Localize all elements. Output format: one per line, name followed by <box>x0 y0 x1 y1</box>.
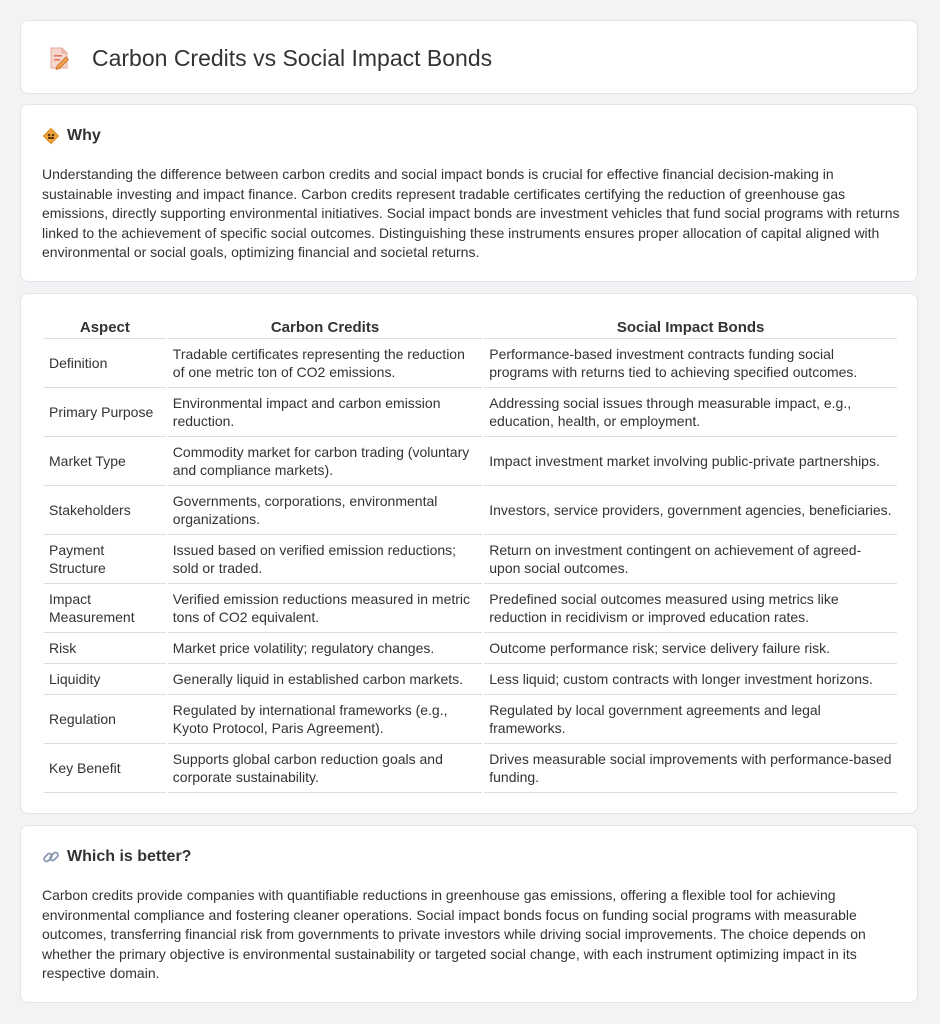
which-is-better-text: Carbon credits provide companies with quantifiable reductions in greenhouse gas emissions, offering a flexible tool for achieving environmental compliance and fostering cleaner operations. Social impact bonds focus on funding social programs with measurable outcomes, transferring financial risk from governments to private investors while driving social improvements. The choice depends on whether the primary objective is environmental sustainability or targeted social change, with each instrument optimizing impact in its respective domain. <box>42 887 866 982</box>
aspect-cell: Primary Purpose <box>44 388 166 437</box>
aspect-cell: Risk <box>44 633 166 664</box>
table-row <box>44 339 897 388</box>
which-is-better-section <box>20 825 918 1003</box>
column-header-social-impact-bonds: Social Impact Bonds <box>484 317 897 339</box>
social-impact-bonds-cell: Return on investment contingent on achievement of agreed-upon social outcomes. <box>484 535 897 584</box>
aspect-cell: Impact Measurement <box>44 584 166 633</box>
diamond-sign-icon <box>42 127 60 145</box>
aspect-cell: Market Type <box>44 437 166 486</box>
column-header-aspect: Aspect <box>44 317 166 339</box>
social-impact-bonds-cell: Drives measurable social improvements with performance-based funding. <box>484 744 897 793</box>
table-row <box>44 535 897 584</box>
carbon-credits-cell: Issued based on verified emission reductions; sold or traded. <box>168 535 482 584</box>
table-row <box>44 744 897 793</box>
link-icon <box>42 848 60 866</box>
social-impact-bonds-cell: Addressing social issues through measurable impact, e.g., education, health, or employment. <box>484 388 897 437</box>
document-pencil-icon <box>48 46 70 70</box>
social-impact-bonds-cell: Investors, service providers, government agencies, beneficiaries. <box>484 486 897 535</box>
social-impact-bonds-cell: Regulated by local government agreements and legal frameworks. <box>484 695 897 744</box>
aspect-cell: Definition <box>44 339 166 388</box>
carbon-credits-cell: Supports global carbon reduction goals and corporate sustainability. <box>168 744 482 793</box>
carbon-credits-cell: Generally liquid in established carbon markets. <box>168 664 482 695</box>
carbon-credits-cell: Environmental impact and carbon emission reduction. <box>168 388 482 437</box>
which-is-better-heading: Which is better? <box>67 848 192 865</box>
carbon-credits-cell: Market price volatility; regulatory changes. <box>168 633 482 664</box>
carbon-credits-cell: Verified emission reductions measured in metric tons of CO2 equivalent. <box>168 584 482 633</box>
table-row <box>44 695 897 744</box>
carbon-credits-cell: Commodity market for carbon trading (voluntary and compliance markets). <box>168 437 482 486</box>
table-row <box>44 664 897 695</box>
carbon-credits-cell: Tradable certificates representing the reduction of one metric ton of CO2 emissions. <box>168 339 482 388</box>
why-heading: Why <box>67 127 101 144</box>
table-row <box>44 486 897 535</box>
aspect-cell: Stakeholders <box>44 486 166 535</box>
social-impact-bonds-cell: Performance-based investment contracts funding social programs with returns tied to achieving specified outcomes. <box>484 339 897 388</box>
table-row <box>44 437 897 486</box>
social-impact-bonds-cell: Less liquid; custom contracts with longer investment horizons. <box>484 664 897 695</box>
table-row <box>44 584 897 633</box>
aspect-cell: Liquidity <box>44 664 166 695</box>
social-impact-bonds-cell: Predefined social outcomes measured using metrics like reduction in recidivism or improved education rates. <box>484 584 897 633</box>
aspect-cell: Regulation <box>44 695 166 744</box>
table-row <box>44 633 897 664</box>
table-header-row <box>44 317 897 339</box>
title-card <box>20 20 918 94</box>
why-text: Understanding the difference between carbon credits and social impact bonds is crucial for effective financial decision-making in sustainable investing and impact finance. Carbon credits represent tradable certificates certifying the reduction of greenhouse gas emissions, directly supporting environmental initiatives. Social impact bonds are investment vehicles that fund social programs with returns linked to the achievement of specific social outcomes. Distinguishing these instruments ensures proper allocation of capital aligned with environmental or social goals, optimizing financial and societal returns. <box>42 166 900 261</box>
aspect-cell: Key Benefit <box>44 744 166 793</box>
comparison-section <box>20 293 918 814</box>
page-title: Carbon Credits vs Social Impact Bonds <box>92 45 493 71</box>
carbon-credits-cell: Regulated by international frameworks (e.g., Kyoto Protocol, Paris Agreement). <box>168 695 482 744</box>
comparison-table <box>42 317 899 793</box>
why-section <box>20 104 918 282</box>
social-impact-bonds-cell: Impact investment market involving public-private partnerships. <box>484 437 897 486</box>
social-impact-bonds-cell: Outcome performance risk; service delivery failure risk. <box>484 633 897 664</box>
aspect-cell: Payment Structure <box>44 535 166 584</box>
column-header-carbon-credits: Carbon Credits <box>168 317 482 339</box>
table-row <box>44 388 897 437</box>
carbon-credits-cell: Governments, corporations, environmental organizations. <box>168 486 482 535</box>
